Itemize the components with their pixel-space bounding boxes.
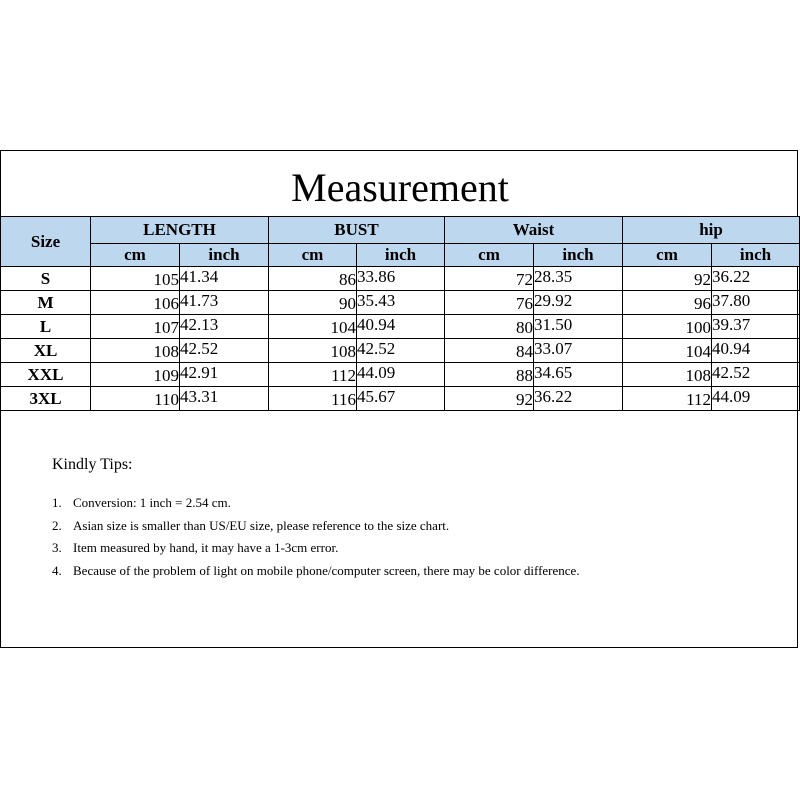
cm-value-cell: 88 (445, 363, 534, 387)
inch-value-cell: 43.31 (180, 387, 269, 411)
inch-value-cell: 40.94 (357, 315, 445, 339)
tip-number: 1. (52, 495, 62, 510)
size-cell: XXL (1, 363, 91, 387)
size-chart-table (0, 216, 800, 411)
size-cell: M (1, 291, 91, 315)
size-column-header: Size (1, 217, 91, 267)
tip-item (52, 515, 612, 538)
group-header-hip: hip (623, 217, 800, 244)
tip-item (52, 560, 612, 583)
inch-value-cell: 29.92 (534, 291, 623, 315)
inch-value-cell: 45.67 (357, 387, 445, 411)
tip-item (52, 537, 612, 560)
unit-header: inch (534, 244, 623, 267)
size-cell: L (1, 315, 91, 339)
inch-value-cell: 42.52 (712, 363, 800, 387)
cm-value-cell: 80 (445, 315, 534, 339)
cm-value-cell: 106 (91, 291, 180, 315)
inch-value-cell: 37.80 (712, 291, 800, 315)
cm-value-cell: 92 (445, 387, 534, 411)
tip-text: Asian size is smaller than US/EU size, please reference to the size chart. (73, 517, 450, 533)
group-header-bust: BUST (269, 217, 445, 244)
inch-value-cell: 33.86 (357, 267, 445, 291)
inch-value-cell: 31.50 (534, 315, 623, 339)
size-cell: 3XL (1, 387, 91, 411)
unit-header: cm (91, 244, 180, 267)
cm-value-cell: 107 (91, 315, 180, 339)
kindly-tips (52, 456, 612, 582)
inch-value-cell: 28.35 (534, 267, 623, 291)
inch-value-cell: 35.43 (357, 291, 445, 315)
table-row (1, 267, 800, 291)
group-header-waist: Waist (445, 217, 623, 244)
unit-header: inch (180, 244, 269, 267)
inch-value-cell: 41.34 (180, 267, 269, 291)
inch-value-cell: 36.22 (534, 387, 623, 411)
tip-text: Item measured by hand, it may have a 1-3cm error. (73, 540, 339, 555)
table-row (1, 339, 800, 363)
unit-header: cm (623, 244, 712, 267)
cm-value-cell: 109 (91, 363, 180, 387)
cm-value-cell: 90 (269, 291, 357, 315)
cm-value-cell: 92 (623, 267, 712, 291)
group-header-length: LENGTH (91, 217, 269, 244)
table-row (1, 363, 800, 387)
inch-value-cell: 42.91 (180, 363, 269, 387)
tip-text: Because of the problem of light on mobile phone/computer screen, there may be color difference. (73, 562, 580, 578)
inch-value-cell: 42.52 (180, 339, 269, 363)
cm-value-cell: 108 (269, 339, 357, 363)
cm-value-cell: 108 (623, 363, 712, 387)
cm-value-cell: 72 (445, 267, 534, 291)
tip-number: 3. (52, 540, 62, 555)
cm-value-cell: 116 (269, 387, 357, 411)
inch-value-cell: 44.09 (357, 363, 445, 387)
unit-header: inch (712, 244, 800, 267)
inch-value-cell: 34.65 (534, 363, 623, 387)
inch-value-cell: 36.22 (712, 267, 800, 291)
cm-value-cell: 105 (91, 267, 180, 291)
table-row (1, 291, 800, 315)
cm-value-cell: 86 (269, 267, 357, 291)
inch-value-cell: 42.52 (357, 339, 445, 363)
cm-value-cell: 84 (445, 339, 534, 363)
cm-value-cell: 110 (91, 387, 180, 411)
inch-value-cell: 33.07 (534, 339, 623, 363)
cm-value-cell: 104 (623, 339, 712, 363)
tips-list (52, 492, 612, 582)
tips-title: Kindly Tips: (52, 456, 133, 473)
cm-value-cell: 96 (623, 291, 712, 315)
unit-header: inch (357, 244, 445, 267)
tip-item (52, 492, 612, 515)
cm-value-cell: 108 (91, 339, 180, 363)
inch-value-cell: 41.73 (180, 291, 269, 315)
table-row (1, 387, 800, 411)
page-title: Measurement (291, 165, 509, 210)
size-cell: S (1, 267, 91, 291)
tip-number: 2. (52, 517, 62, 533)
cm-value-cell: 112 (623, 387, 712, 411)
inch-value-cell: 44.09 (712, 387, 800, 411)
inch-value-cell: 40.94 (712, 339, 800, 363)
unit-header: cm (269, 244, 357, 267)
cm-value-cell: 76 (445, 291, 534, 315)
table-row (1, 315, 800, 339)
cm-value-cell: 112 (269, 363, 357, 387)
tip-text: Conversion: 1 inch = 2.54 cm. (73, 495, 231, 510)
cm-value-cell: 104 (269, 315, 357, 339)
cm-value-cell: 100 (623, 315, 712, 339)
inch-value-cell: 39.37 (712, 315, 800, 339)
tip-number: 4. (52, 562, 62, 578)
unit-header: cm (445, 244, 534, 267)
size-cell: XL (1, 339, 91, 363)
inch-value-cell: 42.13 (180, 315, 269, 339)
